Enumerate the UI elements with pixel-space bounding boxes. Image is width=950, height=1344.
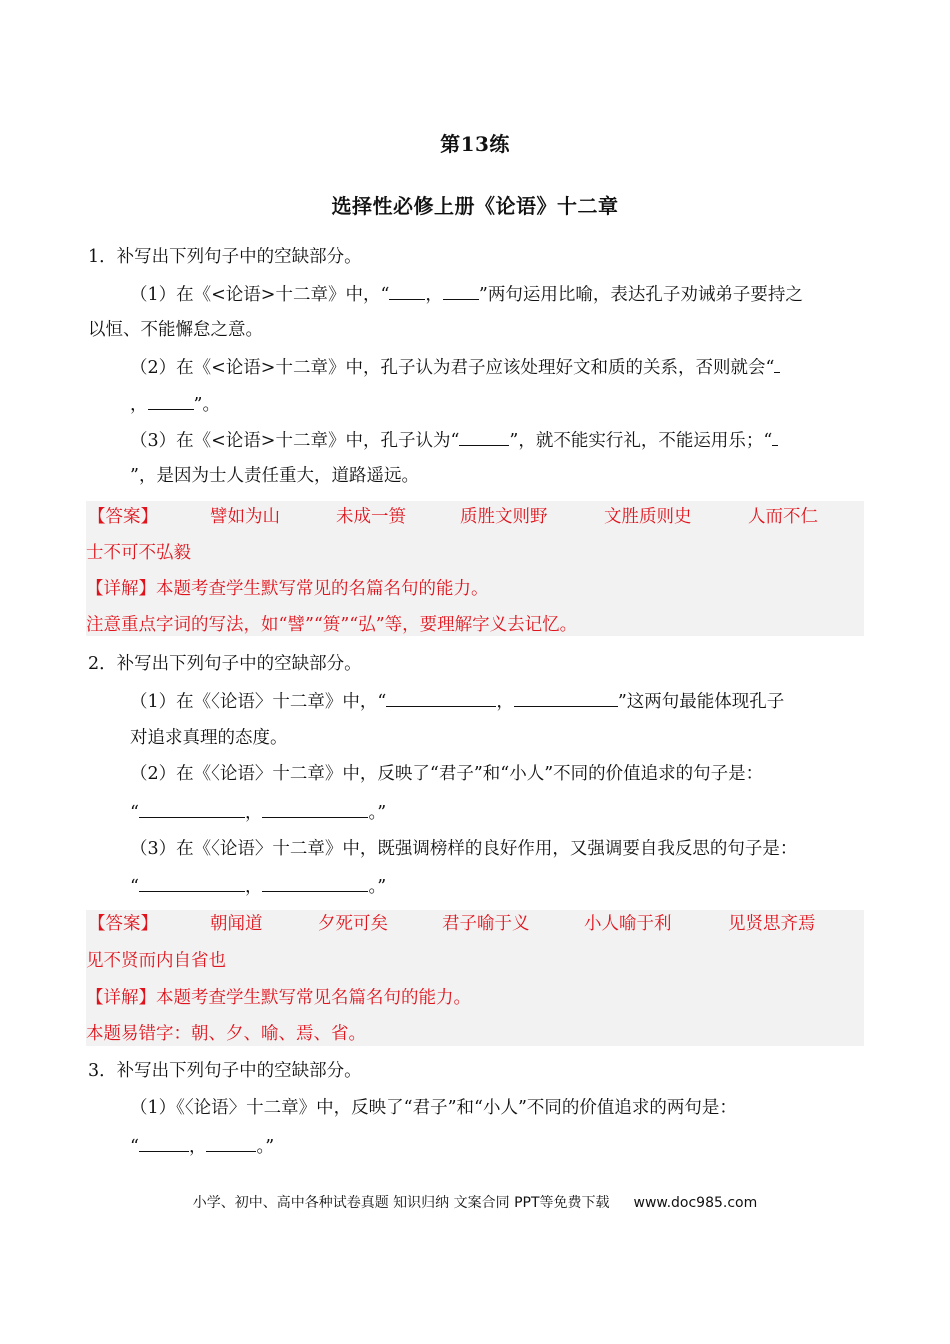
answer-item: 譬如为山 bbox=[210, 507, 280, 527]
q1-part2-line1: （2）在《<论语>十二章》中，孔子认为君子应该处理好文和质的关系，否则就会“ bbox=[130, 354, 780, 380]
fill-blank[interactable] bbox=[772, 427, 778, 446]
q1-part3-line2: ”，是因为士人责任重大，道路遥远。 bbox=[130, 466, 419, 486]
q2-stem: 2．补写出下列句子中的空缺部分。 bbox=[88, 654, 362, 674]
fill-blank[interactable] bbox=[389, 281, 425, 300]
fill-blank[interactable] bbox=[139, 799, 245, 818]
fill-blank[interactable] bbox=[443, 281, 479, 300]
q1-part1-line1: （1）在《<论语>十二章》中，“ ， ”两句运用比喻，表达孔子劝诫弟子要持之 bbox=[130, 281, 803, 307]
fill-blank[interactable] bbox=[774, 354, 780, 373]
q1-part2-line2: ， ”。 bbox=[130, 391, 220, 417]
answer-item: 朝闻道 bbox=[210, 914, 263, 934]
q2-part2-line2: “ ， 。” bbox=[130, 799, 386, 825]
fill-blank[interactable] bbox=[206, 1133, 256, 1152]
footer-link[interactable]: www.doc985.com bbox=[633, 1195, 758, 1211]
q2-part2-line1: （2）在《〈论语〉十二章》中，反映了“君子”和“小人”不同的价值追求的句子是： bbox=[130, 764, 764, 784]
fill-blank[interactable] bbox=[459, 427, 509, 446]
fill-blank[interactable] bbox=[148, 391, 194, 410]
fill-blank[interactable] bbox=[514, 688, 618, 707]
q1-detail: 【详解】本题考查学生默写常见的名篇名句的能力。 bbox=[86, 579, 489, 599]
answer-item: 小人喻于利 bbox=[584, 914, 672, 934]
detail-label: 【详解】 bbox=[86, 988, 156, 1008]
answer-item: 未成一篑 bbox=[336, 507, 406, 527]
answer-item: 见贤思齐焉 bbox=[728, 914, 816, 934]
q3-part1-line1: （1）《〈论语〉十二章》中，反映了“君子”和“小人”不同的价值追求的两句是： bbox=[130, 1098, 737, 1118]
q2-answer-box bbox=[86, 910, 864, 1046]
q1-stem: 1．补写出下列句子中的空缺部分。 bbox=[88, 247, 362, 267]
fill-blank[interactable] bbox=[139, 873, 245, 892]
page-footer bbox=[0, 1192, 950, 1212]
page-title: 第13练 bbox=[440, 132, 510, 156]
page-subtitle: 选择性必修上册《论语》十二章 bbox=[331, 194, 619, 218]
fill-blank[interactable] bbox=[386, 688, 496, 707]
footer-text: 小学、初中、高中各种试卷真题 知识归纳 文案合同 PPT等免费下载 bbox=[192, 1195, 610, 1211]
answer-label: 【答案】 bbox=[88, 914, 158, 934]
answer-item: 质胜文则野 bbox=[460, 507, 548, 527]
q1-answer-box bbox=[86, 501, 864, 636]
q2-note: 本题易错字：朝、夕、喻、焉、省。 bbox=[86, 1024, 366, 1044]
q3-part1-line2: “ ， 。” bbox=[130, 1133, 274, 1159]
q2-part1-line2: 对追求真理的态度。 bbox=[130, 728, 288, 748]
answer-label: 【答案】 bbox=[88, 507, 158, 527]
q2-detail: 【详解】本题考查学生默写常见名篇名句的能力。 bbox=[86, 988, 471, 1008]
answer-item: 文胜质则史 bbox=[604, 507, 692, 527]
q2-part3-line2: “ ， 。” bbox=[130, 873, 386, 899]
fill-blank[interactable] bbox=[262, 873, 368, 892]
answer-item: 君子喻于义 bbox=[442, 914, 530, 934]
answer-item: 夕死可矣 bbox=[318, 914, 388, 934]
detail-label: 【详解】 bbox=[86, 579, 156, 599]
q3-stem: 3．补写出下列句子中的空缺部分。 bbox=[88, 1061, 362, 1081]
q1-note: 注意重点字词的写法，如“譬”“篑”“弘”等，要理解字义去记忆。 bbox=[86, 615, 578, 635]
q2-part3-line1: （3）在《〈论语〉十二章》中，既强调榜样的良好作用，又强调要自我反思的句子是： bbox=[130, 839, 798, 859]
q1-answer-last: 士不可不弘毅 bbox=[86, 543, 191, 563]
q2-part1-line1: （1）在《〈论语〉十二章》中，“ ， ”这两句最能体现孔子 bbox=[130, 688, 784, 714]
q1-part1-line2: 以恒、不能懈怠之意。 bbox=[88, 320, 263, 340]
answer-item: 人而不仁 bbox=[748, 507, 818, 527]
q2-answer-last: 见不贤而内自省也 bbox=[86, 951, 226, 971]
q1-part3-line1: （3）在《<论语>十二章》中，孔子认为“ ”，就不能实行礼，不能运用乐；“ bbox=[130, 427, 778, 453]
fill-blank[interactable] bbox=[139, 1133, 189, 1152]
fill-blank[interactable] bbox=[262, 799, 368, 818]
